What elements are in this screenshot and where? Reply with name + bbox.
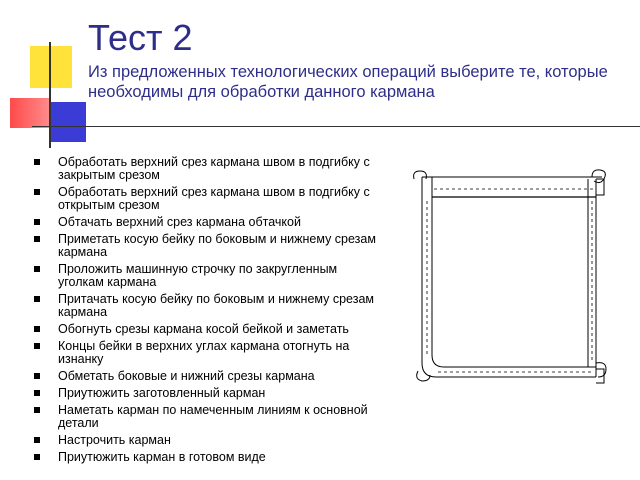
list-item [34,263,386,289]
decor-blue-square [50,102,86,142]
list-item [34,293,386,319]
bullet-icon [34,326,40,332]
list-item-text: Приутюжить карман в готовом виде [58,450,266,464]
list-item [34,233,386,259]
list-item [34,340,386,366]
pocket-top-left-curl [414,171,427,179]
bullet-icon [34,454,40,460]
pocket-bottom-left-curl [417,371,430,381]
bullet-icon [34,407,40,413]
bullet-icon [34,189,40,195]
pocket-right-tab [596,179,604,195]
list-item [34,404,386,430]
operations-list [34,156,386,468]
pocket-top-right-curl [592,170,605,183]
pocket-illustration [408,165,622,387]
list-item-text: Обработать верхний срез кармана швом в подгибку с открытым срезом [58,185,370,212]
bullet-icon [34,343,40,349]
decor-horizontal-line [32,126,640,127]
list-item [34,451,386,464]
decor-red-square [10,98,50,128]
bullet-icon [34,219,40,225]
bullet-icon [34,236,40,242]
list-item-text: Приутюжить заготовленный карман [58,386,266,400]
list-item [34,323,386,336]
list-item-text: Настрочить карман [58,433,171,447]
slide-title: Тест 2 [88,17,193,58]
list-item [34,434,386,447]
list-item-text: Проложить машинную строчку по закругленным уголкам кармана [58,262,338,289]
list-item [34,370,386,383]
list-item-text: Обработать верхний срез кармана швом в подгибку с закрытым срезом [58,155,370,182]
bullet-icon [34,266,40,272]
slide-subtitle: Из предложенных технологических операций выберите те, которые необходимы для обработки данного кармана [88,63,608,101]
list-item-text: Приметать косую бейку по боковым и нижнему срезам кармана [58,232,376,259]
pocket-outline [422,177,596,377]
list-item-text: Наметать карман по намеченным линиям к основной детали [58,403,368,430]
decor-yellow-square [30,46,72,88]
list-item [34,186,386,212]
decor-vertical-line [49,42,51,148]
list-item-text: Обтачать верхний срез кармана обтачкой [58,215,301,229]
list-item-text: Обогнуть срезы кармана косой бейкой и заметать [58,322,349,336]
list-item [34,156,386,182]
list-item [34,387,386,400]
list-item-text: Притачать косую бейку по боковым и нижнему срезам кармана [58,292,375,319]
bullet-icon [34,159,40,165]
list-item [34,216,386,229]
bullet-icon [34,390,40,396]
bullet-icon [34,296,40,302]
list-item-text: Обметать боковые и нижний срезы кармана [58,369,315,383]
bullet-icon [34,437,40,443]
bullet-icon [34,373,40,379]
pocket-inner-edge [432,177,596,367]
list-item-text: Концы бейки в верхних углах кармана отогнуть на изнанку [58,339,350,366]
